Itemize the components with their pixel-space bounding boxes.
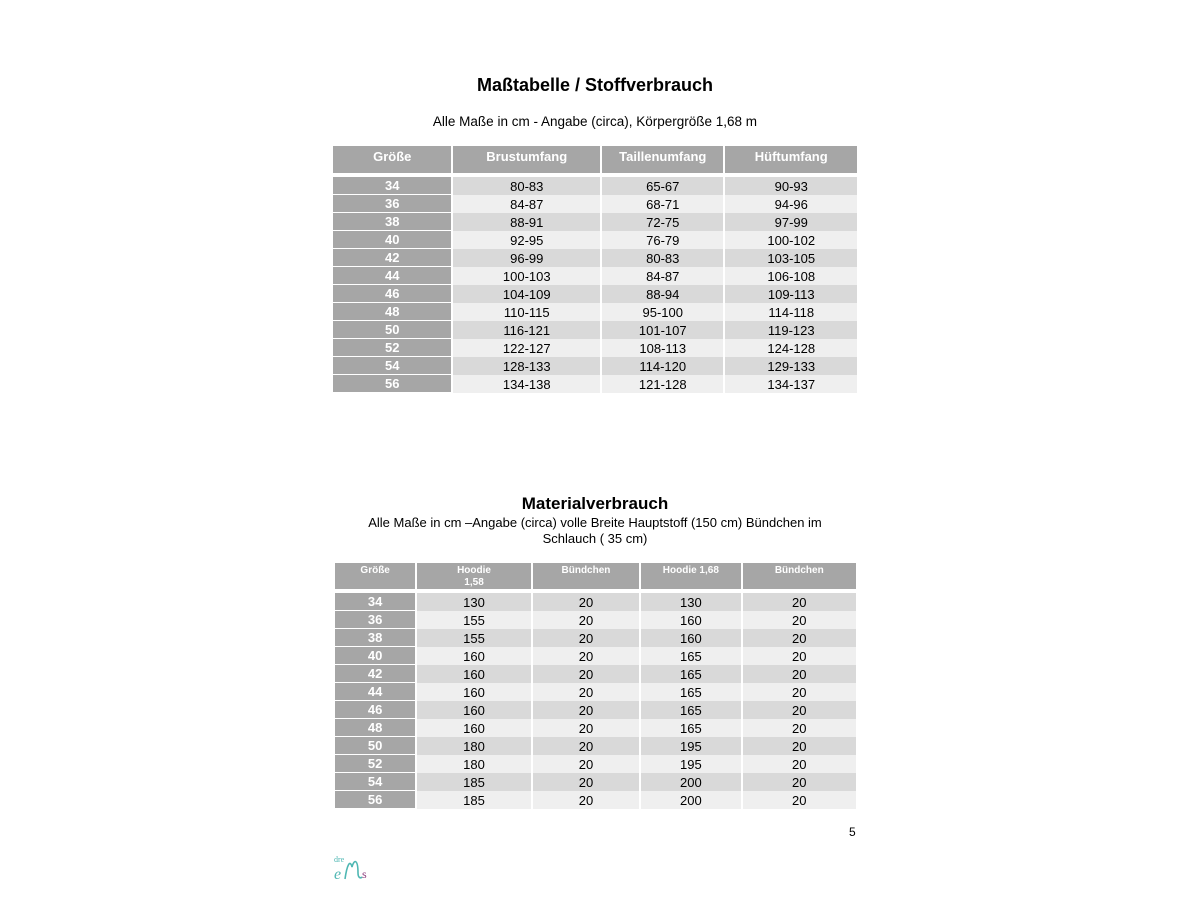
value-cell: 20 [743,629,856,647]
value-cell: 160 [417,683,530,701]
size-cell: 46 [333,285,451,303]
size-cell: 50 [335,737,415,755]
size-cell: 56 [333,375,451,393]
value-cell: 80-83 [602,249,723,267]
size-cell: 38 [333,213,451,231]
header-cell: Hoodie 1,58 [417,563,530,593]
header-cell: Bündchen [743,563,856,593]
value-cell: 20 [533,665,639,683]
value-cell: 72-75 [602,213,723,231]
size-cell: 40 [333,231,451,249]
size-cell: 54 [335,773,415,791]
value-cell: 20 [743,701,856,719]
value-cell: 20 [533,683,639,701]
header-cell: Taillenumfang [602,146,723,177]
header-cell: Bündchen [533,563,639,593]
value-cell: 100-102 [725,231,857,249]
value-cell: 90-93 [725,177,857,195]
value-cell: 200 [641,791,740,809]
value-cell: 20 [743,737,856,755]
value-cell: 20 [533,755,639,773]
value-cell: 84-87 [453,195,600,213]
value-cell: 20 [533,647,639,665]
value-cell: 20 [533,719,639,737]
size-cell: 36 [335,611,415,629]
size-cell: 54 [333,357,451,375]
value-cell: 100-103 [453,267,600,285]
value-cell: 114-120 [602,357,723,375]
size-cell: 38 [335,629,415,647]
table-row [335,647,856,665]
value-cell: 134-137 [725,375,857,393]
table-row [333,339,857,357]
table-row [335,593,856,611]
value-cell: 165 [641,719,740,737]
value-cell: 104-109 [453,285,600,303]
value-cell: 20 [533,737,639,755]
header-cell: Hüftumfang [725,146,857,177]
value-cell: 20 [533,629,639,647]
value-cell: 185 [417,791,530,809]
table-row [333,249,857,267]
table-row [335,737,856,755]
table-row [335,719,856,737]
size-cell: 46 [335,701,415,719]
value-cell: 134-138 [453,375,600,393]
value-cell: 130 [641,593,740,611]
size-table-header [333,146,857,177]
value-cell: 116-121 [453,321,600,339]
size-cell: 44 [333,267,451,285]
size-cell: 42 [333,249,451,267]
value-cell: 20 [743,773,856,791]
value-cell: 180 [417,755,530,773]
value-cell: 108-113 [602,339,723,357]
size-cell: 56 [335,791,415,809]
value-cell: 84-87 [602,267,723,285]
value-cell: 20 [743,665,856,683]
brand-logo [332,853,392,885]
size-cell: 48 [333,303,451,321]
value-cell: 20 [743,611,856,629]
material-subtitle: Alle Maße in cm –Angabe (circa) volle Breite Hauptstoff (150 cm) Bündchen im Schlauch ( 35 cm) [368,515,822,546]
size-cell: 34 [333,177,451,195]
value-cell: 160 [417,665,530,683]
size-cell: 40 [335,647,415,665]
value-cell: 129-133 [725,357,857,375]
value-cell: 128-133 [453,357,600,375]
value-cell: 20 [533,611,639,629]
table-row [335,755,856,773]
material-table-header [335,563,856,593]
value-cell: 88-94 [602,285,723,303]
value-cell: 68-71 [602,195,723,213]
value-cell: 114-118 [725,303,857,321]
header-cell: Brustumfang [453,146,600,177]
value-cell: 160 [417,719,530,737]
material-title: Materialverbrauch [521,494,669,513]
value-cell: 20 [533,593,639,611]
value-cell: 20 [743,791,856,809]
value-cell: 165 [641,647,740,665]
value-cell: 95-100 [602,303,723,321]
value-cell: 106-108 [725,267,857,285]
value-cell: 20 [743,593,856,611]
value-cell: 165 [641,665,740,683]
table-row [333,321,857,339]
value-cell: 65-67 [602,177,723,195]
svg-text:e: e [334,866,342,883]
value-cell: 20 [743,647,856,665]
page-number: 5 [849,825,856,839]
size-cell: 50 [333,321,451,339]
value-cell: 110-115 [453,303,600,321]
value-cell: 180 [417,737,530,755]
table-row [333,177,857,195]
header-cell: Hoodie 1,68 [641,563,740,593]
value-cell: 97-99 [725,213,857,231]
table-row [333,195,857,213]
table-row [333,375,857,393]
value-cell: 165 [641,683,740,701]
value-cell: 195 [641,737,740,755]
material-table [333,563,858,809]
table-row [333,303,857,321]
svg-text:s: s [362,867,367,881]
value-cell: 160 [417,701,530,719]
value-cell: 165 [641,701,740,719]
value-cell: 80-83 [453,177,600,195]
table-row [333,213,857,231]
size-cell: 48 [335,719,415,737]
svg-text:dre: dre [334,855,345,864]
value-cell: 122-127 [453,339,600,357]
size-cell: 52 [333,339,451,357]
value-cell: 121-128 [602,375,723,393]
value-cell: 185 [417,773,530,791]
size-table [331,146,859,393]
value-cell: 96-99 [453,249,600,267]
value-cell: 160 [641,629,740,647]
value-cell: 103-105 [725,249,857,267]
value-cell: 20 [533,773,639,791]
value-cell: 20 [743,719,856,737]
header-cell: Größe [333,146,451,177]
size-cell: 36 [333,195,451,213]
size-cell: 52 [335,755,415,773]
value-cell: 76-79 [602,231,723,249]
value-cell: 88-91 [453,213,600,231]
value-cell: 200 [641,773,740,791]
table-row [335,683,856,701]
value-cell: 109-113 [725,285,857,303]
table-row [333,267,857,285]
value-cell: 20 [743,755,856,773]
table-row [333,357,857,375]
value-cell: 124-128 [725,339,857,357]
value-cell: 92-95 [453,231,600,249]
value-cell: 160 [417,647,530,665]
table-row [335,665,856,683]
page-subtitle: Alle Maße in cm - Angabe (circa), Körpergröße 1,68 m [432,114,758,129]
value-cell: 119-123 [725,321,857,339]
header-cell: Größe [335,563,415,593]
table-row [333,231,857,249]
table-row [335,791,856,809]
value-cell: 155 [417,611,530,629]
table-row [335,629,856,647]
value-cell: 195 [641,755,740,773]
value-cell: 101-107 [602,321,723,339]
value-cell: 20 [533,701,639,719]
value-cell: 94-96 [725,195,857,213]
page-title: Maßtabelle / Stoffverbrauch [476,75,714,95]
table-row [335,773,856,791]
value-cell: 160 [641,611,740,629]
table-row [333,285,857,303]
value-cell: 155 [417,629,530,647]
table-row [335,701,856,719]
size-cell: 34 [335,593,415,611]
size-cell: 42 [335,665,415,683]
value-cell: 20 [533,791,639,809]
value-cell: 130 [417,593,530,611]
size-cell: 44 [335,683,415,701]
value-cell: 20 [743,683,856,701]
table-row [335,611,856,629]
